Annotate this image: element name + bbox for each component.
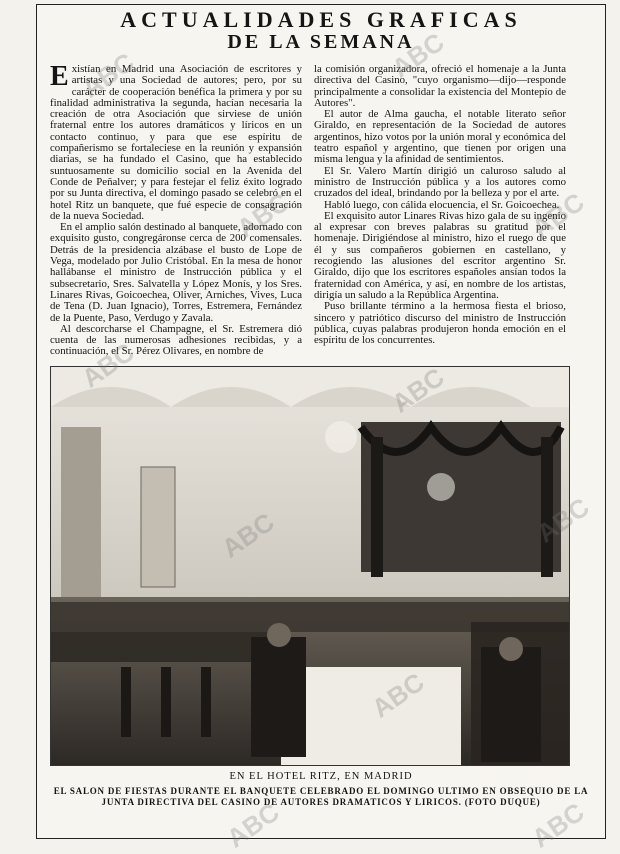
watermark: ABC	[366, 666, 430, 724]
watermark: ABC	[221, 796, 285, 854]
article-paragraph-4: la comisión organizadora, ofreció el homenaje a la Junta directiva del Casino, "cuyo organismo—dijo—responde principalmente a consolidar la existencia del Montepío de Autores".	[314, 64, 566, 109]
paragraph-text: xistían en Madrid una Asociación de escritores y artistas y una Sociedad de autores; pero, por su carácter de cooperación benéfica la primera y por su finalidad administrativa la segunda, hacían necesaria la creación de otra Asociación que sirviese de unión fraternal entre los autores dramáticos y líricos en un contacto continuo, y para que ese espíritu de compañerismo se fortaleciese en la reunión y expansión diarias, se ha fundado el Casino, que ha establecido suntuosamente su domicilio social en la Avenida del Conde de Peñalver; y para festejar el feliz éxito logrado por su Junta directiva, el domingo pasado se celebró en el hotel Ritz un banquete, que fué especie de consagración de la nueva Sociedad.	[50, 64, 302, 222]
watermark: ABC	[386, 26, 450, 84]
watermark: ABC	[526, 796, 590, 854]
watermark: ABC	[526, 186, 590, 244]
article-paragraph-2: En el amplio salón destinado al banquete, adornado con exquisito gusto, congregáronse cerca de 200 comensales. Detrás de la presidencia alzábase el busto de Lope de Vega, modelado por Julio Cristóbal. En la mesa de honor hallábanse el ministro de Instrucción pública y el subsecretario, Sres. Salvatella y López Monís, y los Sres. Linares Rivas, Goicoechea, Oliver, Arniches, Vives, Luca de Tena (D. Juan Ignacio), Torres, Estremera, Fernández de la Puente, Paso, Verdugo y Zavala.	[50, 221, 302, 324]
watermark: ABC	[531, 491, 595, 549]
article-paragraph-9: Puso brillante término a la hermosa fiesta el brioso, sincero y patriótico discurso del ministro de Instrucción pública, cuyas palabras produjeron honda emoción en el espíritu de los concurrentes.	[314, 300, 566, 347]
article-paragraph-3: Al descorcharse el Champagne, el Sr. Estremera dió cuenta de las numerosas adhesiones recibidas, y a continuación, el Sr. Pérez Olivares, en nombre de	[50, 322, 302, 358]
headline-subtitle: DE LA SEMANA	[227, 31, 415, 53]
banquet-photo	[50, 366, 570, 766]
article-paragraph-6: El Sr. Valero Martín dirigió un caluroso saludo al ministro de Instrucción pública y a los autores como cruzados del ideal, brindando por la belleza y por el arte.	[314, 164, 566, 200]
watermark: ABC	[386, 361, 450, 419]
article-paragraph-7: Habló luego, con cálida elocuencia, el Sr. Goicoechea.	[324, 198, 560, 211]
headline-title: ACTUALIDADES GRAFICAS	[120, 7, 522, 32]
article-paragraph-5: El autor de Alma gaucha, el notable literato señor Giraldo, en representación de la Sociedad de autores argentinos, hizo votos por la unión moral y económica del teatro español y argentino, que tienen por origen una misma lengua y la afinidad de sentimientos.	[314, 108, 566, 166]
watermark: ABC	[76, 46, 140, 104]
article-paragraph-8: El exquisito autor Linares Rivas hizo gala de su ingenio al expresar con breves palabras su gratitud por el homenaje. Dirigiéndose al ministro, hizo el ruego de que él y sus compañeros gobiernen en castellano, y recogiendo las alusiones del escritor argentino Sr. Giraldo, dijo que los escritores españoles ansían todos la fraternidad con América, y así, en nombre de los artistas, dirigía un saludo a la República Argentina.	[314, 209, 566, 301]
watermark: ABC	[216, 506, 280, 564]
article-column-right	[314, 64, 566, 360]
watermark: ABC	[76, 336, 140, 394]
photo-caption-body: EL SALON DE FIESTAS DURANTE EL BANQUETE CELEBRADO EL DOMINGO ULTIMO EN OBSEQUIO DE LA JUNTA DIRECTIVA DEL CASINO DE AUTORES DRAMATICOS Y LIRICOS. (FOTO DUQUE)	[53, 786, 589, 807]
photo-caption-title: EN EL HOTEL RITZ, EN MADRID	[229, 771, 413, 782]
banquet-photo-illustration	[51, 367, 570, 766]
watermark: ABC	[231, 186, 295, 244]
drop-cap: E	[50, 64, 69, 92]
